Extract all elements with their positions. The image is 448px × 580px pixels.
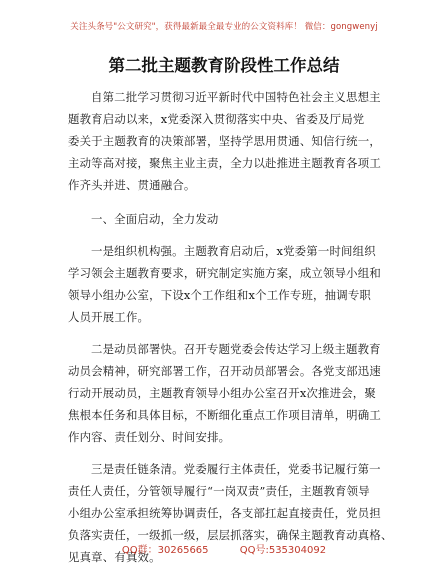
text-line: 自第二批学习贯彻习近平新时代中国特色社会主义思想主 [91, 90, 381, 104]
text-line: 学习领会主题教育要求，研究制定实施方案，成立领导小组和 [68, 266, 381, 280]
text-line: 行动开展动员，主题教育领导小组办公室召开x次推进会，聚 [68, 386, 376, 400]
spacer [68, 448, 381, 458]
text-line: 作内容、责任划分、时间安排。 [68, 430, 231, 444]
document-title: 第二批主题教育阶段性工作总结 [108, 56, 340, 75]
text-line: 主动等高对接，聚焦主业主责，全力以赴推进主题教育各项工 [68, 156, 381, 170]
text-line: 作齐头并进、贯通融合。 [68, 178, 196, 192]
text-line: 见真章、有真效。 [68, 550, 161, 564]
text-line: 委关于主题教育的决策部署，坚持学思用贯通、知信行统一， [68, 134, 381, 148]
text-line: 责任人责任，分管领导履行“一岗双责”责任，主题教育领导 [68, 484, 370, 498]
text-line: 一、全面启动，全力发动 [91, 212, 219, 226]
text-line: 一是组织机构强。主题教育启动后，x党委第一时间组织 [91, 244, 376, 258]
qq-group-text: QQ群：30265665 [121, 545, 209, 556]
text-line: 负落实责任，一级抓一级，层层抓落实，确保主题教育动真格、 [68, 528, 393, 542]
text-line: 二是动员部署快。召开专题党委会传达学习上级主题教育 [91, 342, 381, 356]
text-line: 三是责任链条清。党委履行主体责任，党委书记履行第一 [91, 462, 381, 476]
section-heading [68, 208, 381, 230]
text-line: 人员开展工作。 [68, 310, 150, 324]
text-line: 题教育启动以来，x党委深入贯彻落实中央、省委及厅局党 [68, 112, 365, 126]
qq-number-text: QQ号:535304092 [239, 545, 327, 556]
text-line: 领导小组办公室，下设x个工作组和x个工作专班，抽调专职 [68, 288, 372, 302]
header-banner: 关注头条号"公文研究"，获得最新最全最专业的公文资料库！ 微信：gongwenyj [70, 22, 378, 32]
footer-contact [0, 541, 448, 556]
point-one-paragraph [68, 240, 381, 328]
text-line: 动员会精神，研究部署工作，召开动员部署会。各党支部迅速 [68, 364, 381, 378]
text-line: 焦根本任务和具体目标，不断细化重点工作项目清单，明确工 [68, 408, 381, 422]
point-two-paragraph [68, 338, 381, 448]
spacer [68, 328, 381, 338]
text-line: 小组办公室承担统筹协调责任，各支部扛起直接责任，党员担 [68, 506, 381, 520]
intro-paragraph [68, 86, 381, 196]
spacer [68, 196, 381, 206]
document-body [68, 86, 393, 568]
